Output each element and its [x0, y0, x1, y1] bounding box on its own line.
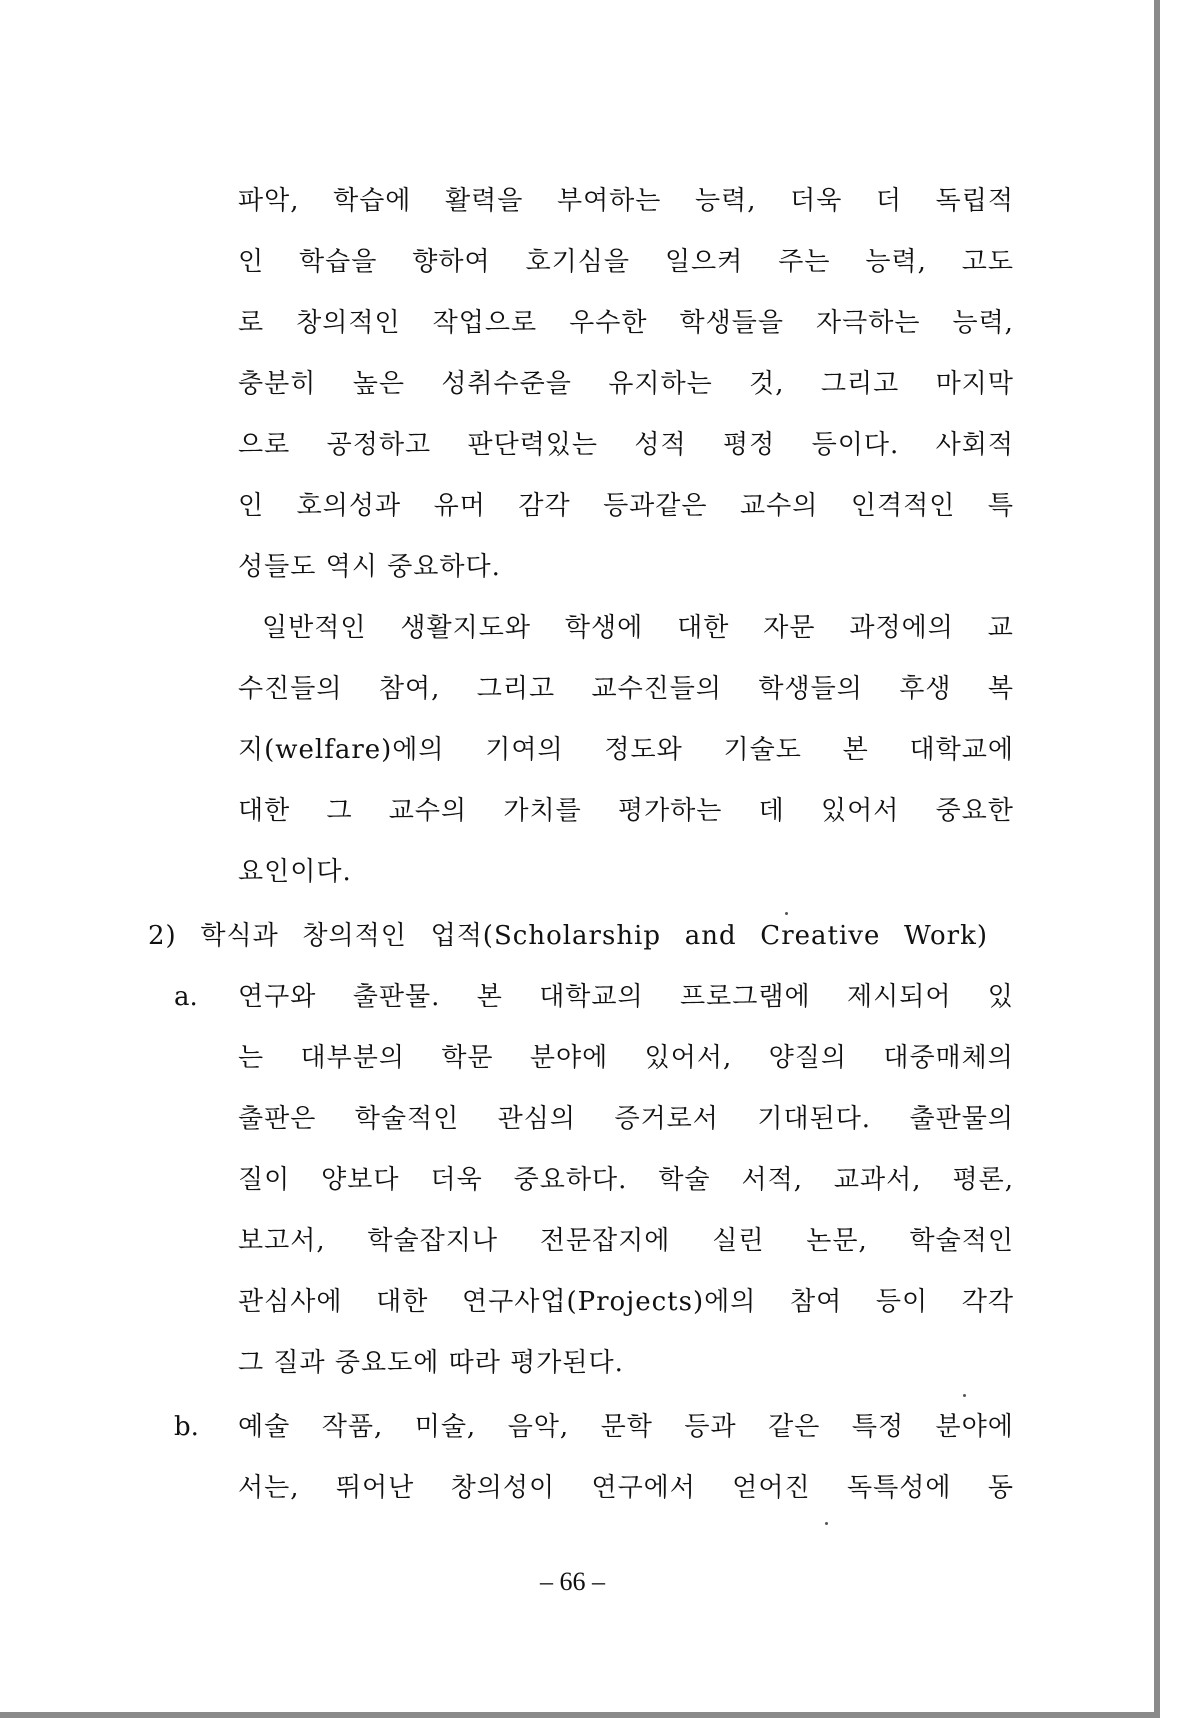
paragraph-1-line-7: 성들도 역시 중요하다.	[238, 552, 501, 582]
word: 더욱	[430, 1165, 483, 1195]
word: 기여의	[485, 735, 564, 765]
word: 음악,	[507, 1412, 570, 1442]
paragraph-1-line-2	[238, 247, 1014, 277]
word: 학술적인	[909, 1226, 1014, 1256]
word: 논문,	[806, 1226, 868, 1256]
word: 그리고	[820, 369, 900, 399]
word: 파악,	[238, 186, 300, 216]
word: 출판은	[238, 1104, 317, 1134]
word: 학생에	[564, 613, 644, 643]
item-a-line-5	[238, 1226, 1014, 1256]
word: 2)	[148, 921, 177, 951]
word: 능력,	[952, 308, 1014, 338]
item-b-marker: b.	[174, 1412, 199, 1442]
page-number: – 66 –	[540, 1567, 605, 1596]
word: 전문잡지에	[539, 1226, 671, 1256]
paragraph-2-line-3	[238, 735, 1014, 765]
paragraph-2-line-5: 요인이다.	[238, 857, 352, 887]
word: 인	[238, 491, 265, 521]
word: 성적	[634, 430, 687, 460]
word: 는	[238, 1043, 265, 1073]
word: 교수진들의	[591, 674, 723, 704]
word: 연구와	[238, 982, 317, 1012]
word: 독립적	[935, 186, 1014, 216]
word: 교과서,	[833, 1165, 922, 1195]
word: 평정	[723, 430, 776, 460]
word: 것,	[749, 369, 785, 399]
word: 과정에의	[849, 613, 954, 643]
item-a-line-2	[238, 1043, 1014, 1073]
word: 등과	[684, 1412, 737, 1442]
word: 양보다	[321, 1165, 400, 1195]
word: 동	[987, 1473, 1014, 1503]
word: 있어서	[820, 796, 900, 826]
word: 평가하는	[617, 796, 723, 826]
word: 호기심을	[525, 247, 631, 277]
word: 능력,	[865, 247, 927, 277]
word: 작품,	[321, 1412, 384, 1442]
word: 대부분의	[300, 1043, 405, 1073]
paragraph-1-line-6	[238, 491, 1014, 521]
word: 창의적인	[296, 308, 401, 338]
word: 본	[842, 735, 869, 765]
word: 질이	[238, 1165, 291, 1195]
word: 있어서,	[644, 1043, 733, 1073]
word: 교수의	[740, 491, 819, 521]
word: 고도	[961, 247, 1014, 277]
paragraph-2-line-4	[238, 796, 1014, 826]
word: 공정하고	[326, 430, 432, 460]
word: 각각	[961, 1287, 1014, 1317]
word: 일반적인	[262, 613, 367, 643]
word: 부여하는	[556, 186, 662, 216]
word: 실린	[712, 1226, 765, 1256]
word: 감각	[518, 491, 571, 521]
word: 작업으로	[432, 308, 538, 338]
item-a-line-6	[238, 1287, 1014, 1317]
word: 등과같은	[603, 491, 708, 521]
word: 로	[238, 308, 265, 338]
word: 수진들의	[238, 674, 343, 704]
word: and	[684, 921, 737, 951]
word: 학생들을	[679, 308, 784, 338]
word: 보고서,	[238, 1226, 326, 1256]
word: 등이다.	[811, 430, 900, 460]
word: 미술,	[414, 1412, 477, 1442]
word: 학습을	[299, 247, 378, 277]
item-a-marker: a.	[174, 982, 198, 1012]
item-b-line-2	[238, 1473, 1014, 1503]
word: 학술	[658, 1165, 711, 1195]
word: 학생들의	[758, 674, 863, 704]
word: 학문	[441, 1043, 494, 1073]
section-2-heading	[148, 921, 988, 951]
word: 그	[326, 796, 353, 826]
word: 양질의	[768, 1043, 847, 1073]
word: 후생	[899, 674, 952, 704]
word: Creative	[760, 921, 881, 951]
word: 성취수준을	[441, 369, 572, 399]
word: 기대된다.	[757, 1104, 872, 1134]
word: 대한	[376, 1287, 429, 1317]
word: 학술잡지나	[367, 1226, 499, 1256]
word: 인격적인	[850, 491, 956, 521]
item-a-line-7: 그 질과 중요도에 따라 평가된다.	[238, 1348, 624, 1378]
scan-speck	[785, 912, 788, 915]
word: 학식과	[200, 921, 279, 951]
word: 창의성이	[450, 1473, 556, 1503]
word: 중요한	[935, 796, 1014, 826]
word: 우수한	[569, 308, 648, 338]
word: 창의적인	[302, 921, 407, 951]
paragraph-1-line-1	[238, 186, 1014, 216]
word: 예술	[238, 1412, 291, 1442]
word: 대한	[238, 796, 291, 826]
word: 중요하다.	[513, 1165, 628, 1195]
word: 충분히	[238, 369, 317, 399]
word: 문학	[600, 1412, 653, 1442]
word: 증거로서	[614, 1104, 719, 1134]
word: 대한	[677, 613, 730, 643]
item-a-line-4	[238, 1165, 1014, 1195]
word: 으로	[238, 430, 291, 460]
word: 관심의	[497, 1104, 577, 1134]
word: 서적,	[741, 1165, 803, 1195]
paragraph-1-line-5	[238, 430, 1014, 460]
scan-speck	[825, 1522, 828, 1525]
word: 마지막	[935, 369, 1014, 399]
word: 데	[758, 796, 785, 826]
scan-speck	[963, 1394, 966, 1397]
word: 본	[476, 982, 503, 1012]
word: 자문	[763, 613, 816, 643]
word: 프로그램에	[680, 982, 811, 1012]
word: 학습에	[333, 186, 412, 216]
word: 복	[987, 674, 1014, 704]
item-a-line-1	[238, 982, 1014, 1012]
word: Work)	[904, 921, 988, 951]
word: 생활지도와	[400, 613, 531, 643]
paragraph-2-line-2	[238, 674, 1014, 704]
word: 주는	[778, 247, 831, 277]
word: 대학교에	[909, 735, 1014, 765]
word: 교	[987, 613, 1014, 643]
word: 분야에	[529, 1043, 609, 1073]
word: 더	[875, 186, 903, 216]
word: 제시되어	[846, 982, 952, 1012]
word: 유지하는	[608, 369, 713, 399]
word: 일으켜	[664, 247, 744, 277]
paragraph-2-line-1	[262, 613, 1014, 643]
word: 유머	[433, 491, 486, 521]
paragraph-1-line-4	[238, 369, 1014, 399]
word: 출판물.	[352, 982, 441, 1012]
word: 출판물의	[909, 1104, 1014, 1134]
word: 자극하는	[815, 308, 921, 338]
word: 높은	[352, 369, 405, 399]
word: 뛰어난	[335, 1473, 415, 1503]
word: 가치를	[503, 796, 582, 826]
word: 관심사에	[238, 1287, 343, 1317]
word: 특정	[851, 1412, 905, 1442]
word: 얻어진	[732, 1473, 811, 1503]
word: 독특성에	[847, 1473, 952, 1503]
word: 더욱	[790, 186, 843, 216]
item-b-line-1	[238, 1412, 1014, 1442]
word: 학술적인	[354, 1104, 460, 1134]
word: 대중매체의	[883, 1043, 1014, 1073]
word: 업적(Scholarship	[430, 921, 662, 951]
word: 판단력있는	[467, 430, 599, 460]
word: 교수의	[388, 796, 468, 826]
paragraph-1-line-3	[238, 308, 1014, 338]
item-a-line-3	[238, 1104, 1014, 1134]
word: 분야에	[935, 1412, 1014, 1442]
word: 정도와	[604, 735, 683, 765]
word: 평론,	[952, 1165, 1014, 1195]
word: 특	[987, 491, 1014, 521]
word: 참여,	[378, 674, 441, 704]
word: 연구사업(Projects)에의	[461, 1287, 757, 1317]
word: 향하여	[412, 247, 491, 277]
word: 있	[987, 982, 1014, 1012]
word: 사회적	[935, 430, 1014, 460]
word: 지(welfare)에의	[238, 735, 445, 765]
word: 활력을	[445, 186, 524, 216]
word: 서는,	[238, 1473, 300, 1503]
word: 연구에서	[591, 1473, 696, 1503]
word: 같은	[768, 1412, 821, 1442]
word: 능력,	[695, 186, 757, 216]
word: 그리고	[476, 674, 556, 704]
word: 호의성과	[296, 491, 402, 521]
word: 인	[238, 247, 265, 277]
word: 참여	[790, 1287, 843, 1317]
word: 등이	[875, 1287, 929, 1317]
word: 기술도	[723, 735, 802, 765]
word: 대학교의	[539, 982, 644, 1012]
